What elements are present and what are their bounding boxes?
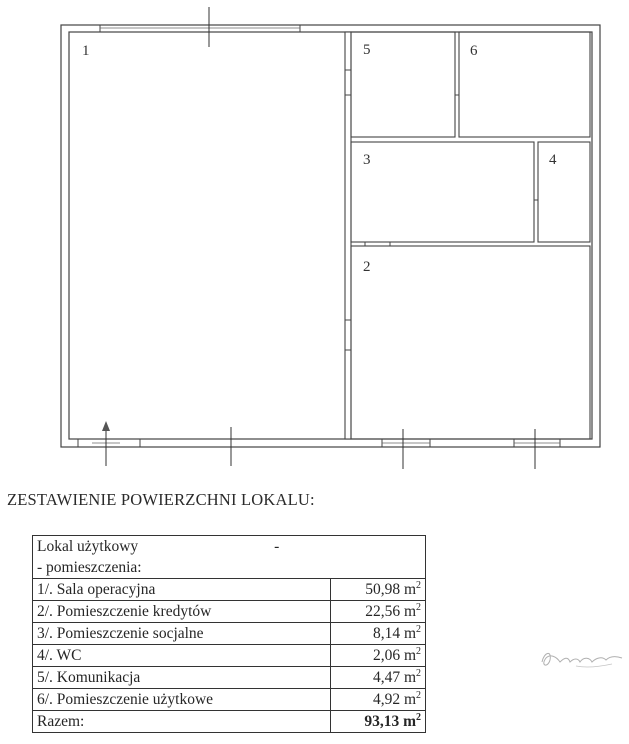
total-label: Razem: <box>33 711 331 733</box>
room-area: 2,06 $m^2$ <box>331 645 426 667</box>
room-4 <box>538 142 590 242</box>
table-row <box>33 689 426 711</box>
room-2 <box>351 246 590 439</box>
table-header-row <box>33 536 426 558</box>
room-name: 6/. Pomieszczenie użytkowe <box>33 689 331 711</box>
room-area: 4,92 $m^2$ <box>331 689 426 711</box>
room-area: 4,47 $m^2$ <box>331 667 426 689</box>
table-row <box>33 601 426 623</box>
outer-wall-outer <box>61 25 600 447</box>
summary-heading: ZESTAWIENIE POWIERZCHNI LOKALU: <box>7 490 315 509</box>
header-cell <box>33 536 426 558</box>
room-6 <box>459 32 590 137</box>
total-row <box>33 711 426 733</box>
room-name: 1/. Sala operacyjna <box>33 579 331 601</box>
partition-wall <box>345 32 351 439</box>
table-header-row <box>33 557 426 579</box>
room-label-4: 4 <box>549 152 557 168</box>
room-area: 50,98 $m^2$ <box>331 579 426 601</box>
header-dash: - <box>274 537 280 555</box>
room-label-6: 6 <box>470 43 478 59</box>
table-row <box>33 645 426 667</box>
room-label-2: 2 <box>363 259 371 275</box>
room-label-1: 1 <box>82 43 90 59</box>
table-row <box>33 623 426 645</box>
signature <box>536 640 626 680</box>
room-name: 4/. WC <box>33 645 331 667</box>
total-area: 93,13 $m^2$ <box>331 711 426 733</box>
room-label-5: 5 <box>363 42 371 58</box>
room-label-3: 3 <box>363 152 371 168</box>
room-name: 3/. Pomieszczenie socjalne <box>33 623 331 645</box>
header-line1: Lokal użytkowy <box>37 537 139 555</box>
room-area: 22,56 $m^2$ <box>331 601 426 623</box>
header-cell: - pomieszczenia: <box>33 557 426 579</box>
table-row <box>33 667 426 689</box>
area-table <box>32 535 426 733</box>
room-3 <box>351 142 534 242</box>
outer-wall-inner <box>69 32 592 439</box>
table-row <box>33 579 426 601</box>
room-area: 8,14 $m^2$ <box>331 623 426 645</box>
room-name: 5/. Komunikacja <box>33 667 331 689</box>
arrow-icon <box>102 421 110 431</box>
room-name: 2/. Pomieszczenie kredytów <box>33 601 331 623</box>
